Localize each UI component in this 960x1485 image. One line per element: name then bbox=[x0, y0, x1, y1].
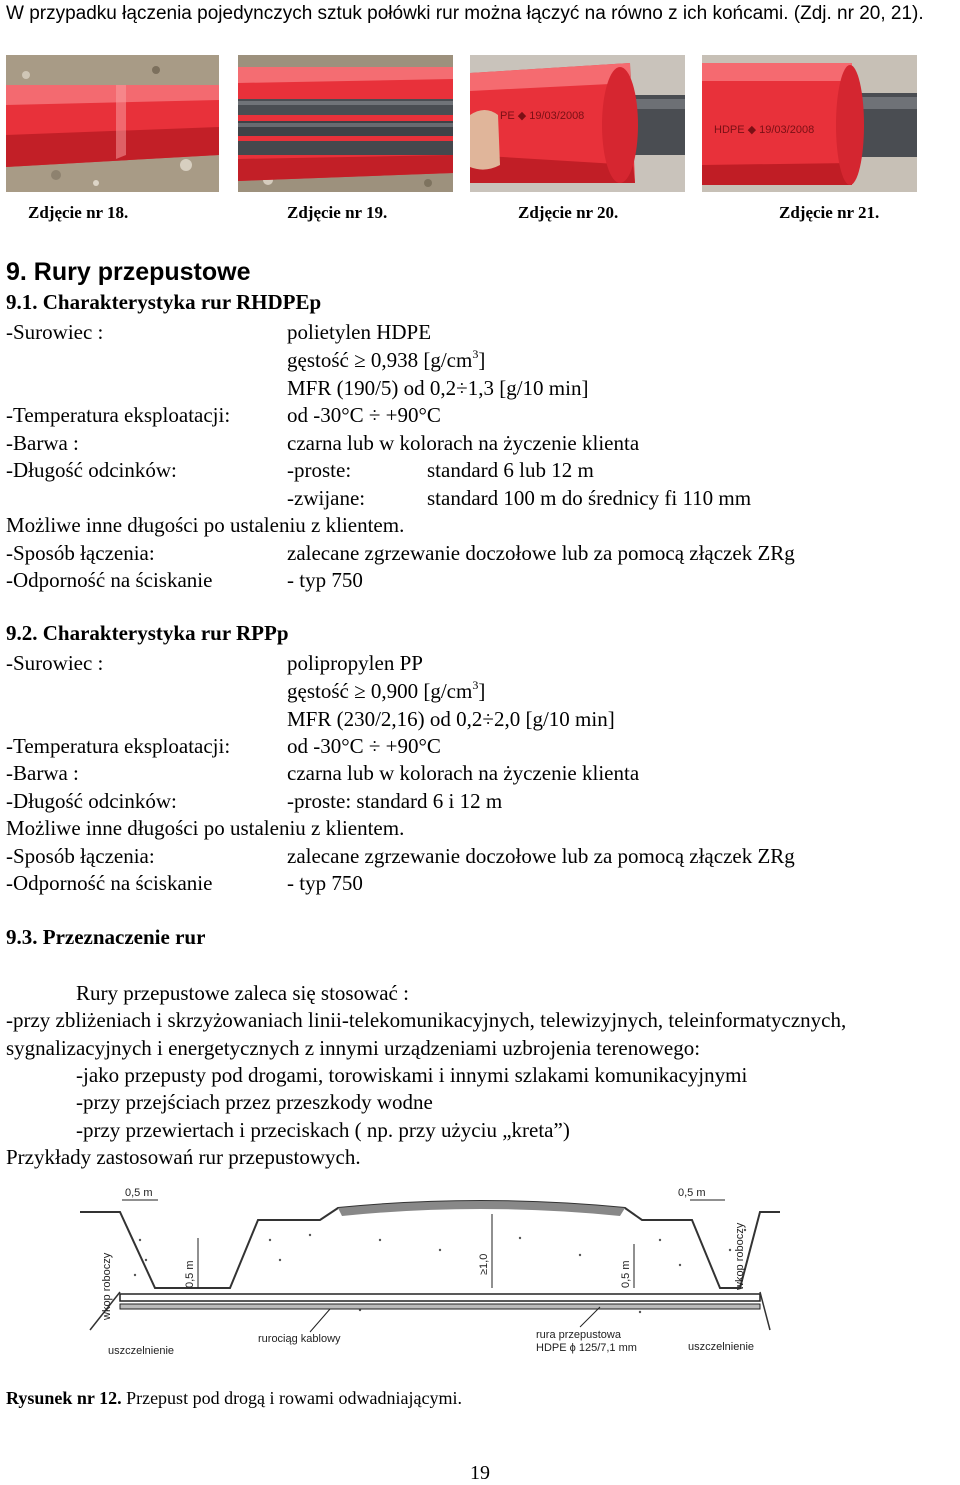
pipe-joint-image bbox=[702, 55, 917, 192]
value: gęstość ≥ 0,938 $[g/cm^3]$ bbox=[287, 347, 486, 372]
dim-center-vertical-label: ≥1,0 bbox=[478, 1253, 490, 1275]
photo-21 bbox=[702, 55, 917, 192]
label: -Temperatura eksploatacji: bbox=[6, 734, 231, 758]
photo-18 bbox=[6, 55, 219, 192]
uszczelnienie-right-label: uszczelnienie bbox=[688, 1341, 755, 1353]
note: Możliwe inne długości po ustaleniu z klientem. bbox=[6, 513, 405, 537]
pipes-in-conduit-image bbox=[238, 55, 453, 192]
dim-right-label: 0,5 m bbox=[678, 1187, 706, 1199]
figure-text: Przepust pod drogą i rowami odwadniającymi. bbox=[121, 1388, 462, 1408]
culvert-diagram bbox=[80, 1180, 780, 1360]
label: -Barwa : bbox=[6, 431, 79, 455]
dim-left-label: 0,5 m bbox=[125, 1187, 153, 1199]
value: MFR (230/2,16) od 0,2÷2,0 [g/10 min] bbox=[287, 707, 615, 731]
intro-paragraph: W przypadku łączenia pojedynczych sztuk połówki rur można łączyć na równo z ich końcami. (Zdj. nr 20, 21). bbox=[6, 3, 924, 24]
value: od -30°C ÷ +90°C bbox=[287, 403, 441, 427]
pipe-joint-image bbox=[470, 55, 685, 192]
rurociag-label: rurociąg kablowy bbox=[258, 1333, 341, 1345]
photo-caption-20: Zdjęcie nr 20. bbox=[518, 203, 619, 222]
value: - typ 750 bbox=[287, 871, 363, 895]
value: czarna lub w kolorach na życzenie klienta bbox=[287, 431, 640, 455]
dim-left-vertical-label: 0,5 m bbox=[184, 1260, 196, 1288]
label: -Sposób łączenia: bbox=[6, 541, 155, 565]
purpose-lead: Rury przepustowe zaleca się stosować : bbox=[76, 981, 409, 1005]
purpose-item: -jako przepusty pod drogami, torowiskami i innymi szlakami komunikacyjnymi bbox=[76, 1063, 748, 1087]
rura-label-line-2: HDPE ϕ 125/7,1 mm bbox=[536, 1342, 637, 1354]
heading-9-3: 9.3. Przeznaczenie rur bbox=[6, 925, 206, 949]
half-pipe-image bbox=[6, 55, 219, 192]
value: gęstość ≥ 0,900 $[g/cm^3]$ bbox=[287, 678, 486, 703]
value: zalecane zgrzewanie doczołowe lub za pomocą złączek ZRg bbox=[287, 844, 795, 868]
value: -proste: standard 6 i 12 m bbox=[287, 789, 503, 813]
label: -Odporność na ściskanie bbox=[6, 568, 213, 592]
value: czarna lub w kolorach na życzenie klienta bbox=[287, 761, 640, 785]
figure-label: Rysunek nr 12. bbox=[6, 1388, 122, 1408]
photo-19 bbox=[238, 55, 453, 192]
label: -Temperatura eksploatacji: bbox=[6, 403, 231, 427]
pipe-stamp-20: PE ◆ 19/03/2008 bbox=[500, 110, 585, 122]
label: -Odporność na ściskanie bbox=[6, 871, 213, 895]
section-title: 9. Rury przepustowe bbox=[6, 258, 251, 286]
value: polipropylen PP bbox=[287, 651, 423, 675]
uszczelnienie-left-label: uszczelnienie bbox=[108, 1345, 175, 1357]
label: -Surowiec : bbox=[6, 320, 104, 344]
purpose-item: -przy przejściach przez przeszkody wodne bbox=[76, 1090, 433, 1114]
rura-label-line-1: rura przepustowa bbox=[536, 1329, 621, 1341]
purpose-item: -przy przewiertach i przeciskach ( np. przy użyciu „kreta”) bbox=[76, 1118, 570, 1142]
photo-20 bbox=[470, 55, 685, 192]
value: -zwijane: bbox=[287, 486, 366, 510]
purpose-line-2: sygnalizacyjnych i energetycznych z innymi urządzeniami uzbrojenia terenowego: bbox=[6, 1036, 701, 1060]
value: - typ 750 bbox=[287, 568, 363, 592]
value: -proste: bbox=[287, 458, 352, 482]
value: standard 6 lub 12 m bbox=[427, 458, 594, 482]
heading-9-1: 9.1. Charakterystyka rur RHDPEp bbox=[6, 290, 322, 314]
photo-caption-18: Zdjęcie nr 18. bbox=[28, 203, 129, 222]
wkop-left-label: wkop roboczy bbox=[101, 1252, 113, 1320]
value: standard 100 m do średnicy fi 110 mm bbox=[427, 486, 752, 510]
label: -Sposób łączenia: bbox=[6, 844, 155, 868]
photo-caption-21: Zdjęcie nr 21. bbox=[779, 203, 880, 222]
label: -Długość odcinków: bbox=[6, 789, 177, 813]
label: -Długość odcinków: bbox=[6, 458, 177, 482]
note: Możliwe inne długości po ustaleniu z klientem. bbox=[6, 816, 405, 840]
purpose-line-1: -przy zbliżeniach i skrzyżowaniach linii-telekomunikacyjnych, telewizyjnych, teleinformatycznych, bbox=[6, 1008, 847, 1032]
value: zalecane zgrzewanie doczołowe lub za pomocą złączek ZRg bbox=[287, 541, 795, 565]
examples-line: Przykłady zastosowań rur przepustowych. bbox=[6, 1145, 361, 1169]
pipe-stamp-21: HDPE ◆ 19/03/2008 bbox=[714, 124, 815, 136]
label: -Surowiec : bbox=[6, 651, 104, 675]
photo-caption-19: Zdjęcie nr 19. bbox=[287, 203, 388, 222]
page-number: 19 bbox=[470, 1462, 490, 1484]
wkop-right-label: wkop roboczy bbox=[734, 1222, 746, 1290]
value: od -30°C ÷ +90°C bbox=[287, 734, 441, 758]
figure-caption bbox=[6, 1388, 462, 1409]
value: polietylen HDPE bbox=[287, 320, 432, 344]
dim-right-vertical-label: 0,5 m bbox=[620, 1260, 632, 1288]
heading-9-2: 9.2. Charakterystyka rur RPPp bbox=[6, 621, 289, 645]
label: -Barwa : bbox=[6, 761, 79, 785]
value: MFR (190/5) od 0,2÷1,3 [g/10 min] bbox=[287, 376, 589, 400]
